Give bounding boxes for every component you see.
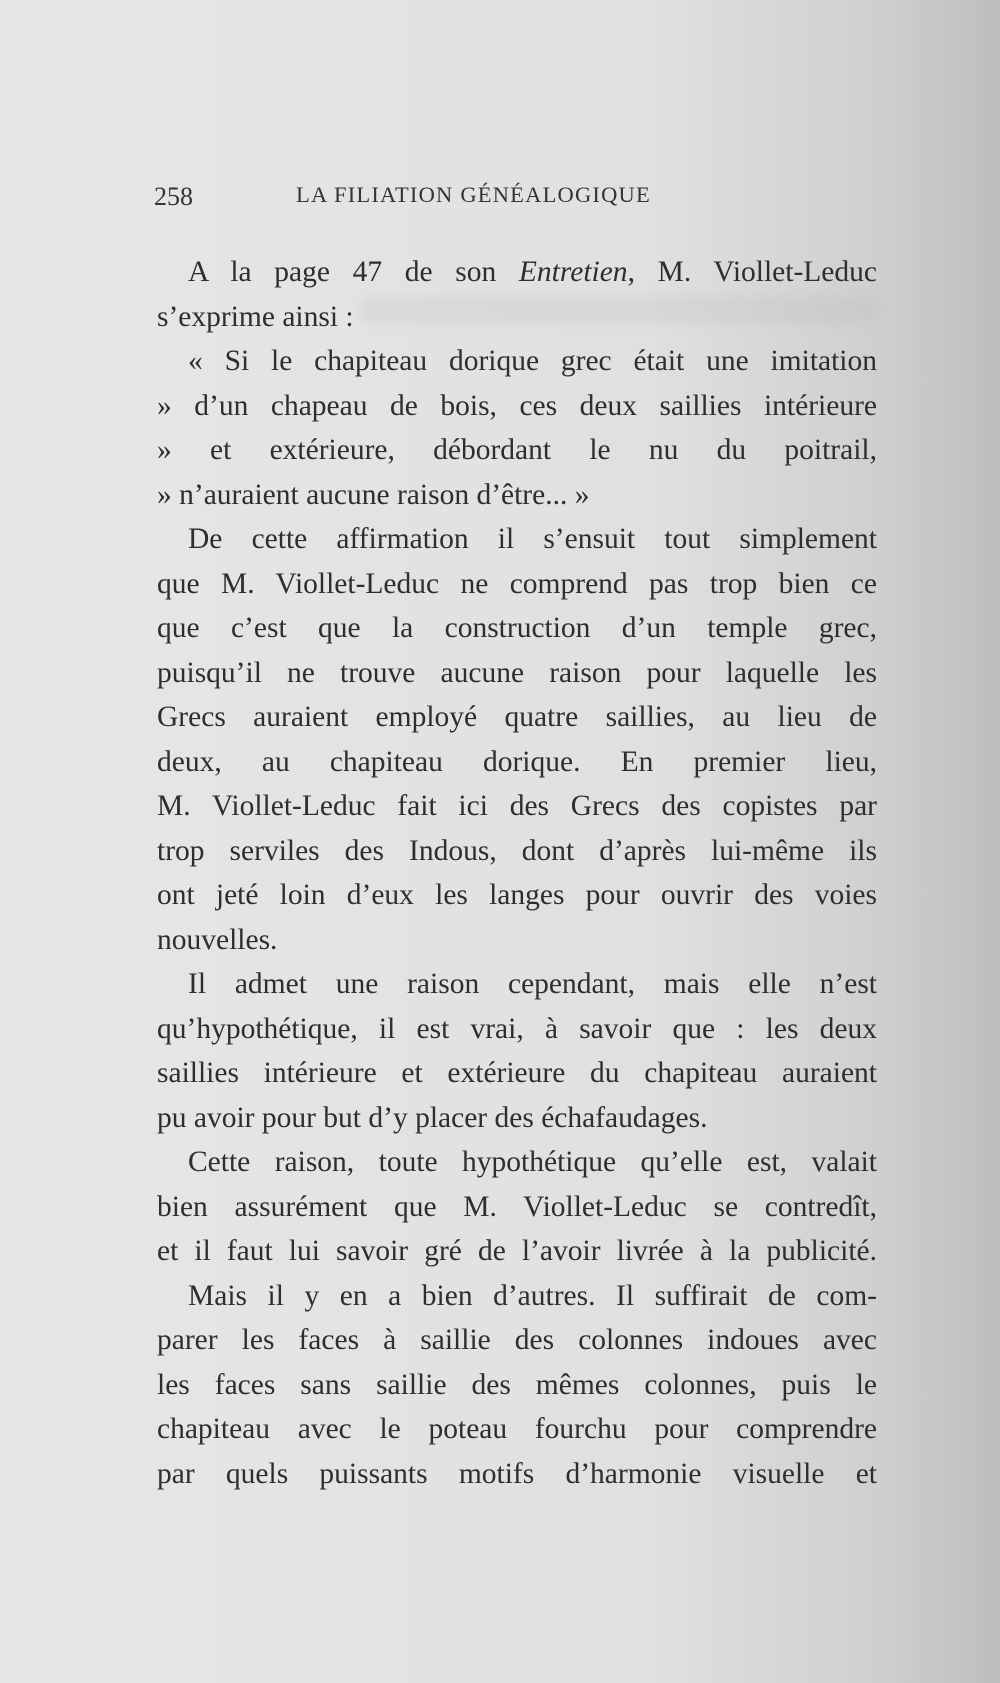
text-line: saillies intérieure et extérieure du chapiteau auraient <box>157 1057 877 1089</box>
text-line: que c’est que la construction d’un temple grec, <box>157 612 877 644</box>
page-header <box>154 182 719 216</box>
quote-line: » n’auraient aucune raison d’être... » <box>157 478 590 511</box>
running-title: LA FILIATION GÉNÉALOGIQUE <box>296 182 651 207</box>
quote-line: » d’un chapeau de bois, ces deux saillies intérieure <box>157 389 877 422</box>
quote-line: » et extérieure, débordant le nu du poitrail, <box>157 434 877 466</box>
text-line: Grecs auraient employé quatre saillies, au lieu de <box>157 701 877 733</box>
body-text <box>157 250 877 1496</box>
text-line: deux, au chapiteau dorique. En premier lieu, <box>157 745 877 778</box>
text-line: chapiteau avec le poteau fourchu pour comprendre <box>157 1413 877 1445</box>
text-line: par quels puissants motifs d’harmonie visuelle et <box>157 1457 877 1490</box>
quote-line: « Si le chapiteau dorique grec était une imitation <box>188 345 877 377</box>
text-line: que M. Viollet-Leduc ne comprend pas trop bien ce <box>157 567 877 600</box>
text-line: s’exprime ainsi : <box>157 300 354 333</box>
text-line: parer les faces à saillie des colonnes indoues avec <box>157 1324 877 1356</box>
text-line: puisqu’il ne trouve aucune raison pour laquelle les <box>157 656 877 689</box>
text-line: qu’hypothétique, il est vrai, à savoir que : les deux <box>157 1012 877 1045</box>
page-number: 258 <box>154 182 193 211</box>
book-title: Entretien <box>518 256 628 288</box>
text-line: Cette raison, toute hypothétique qu’elle est, valait <box>188 1146 877 1178</box>
text-line: bien assurément que M. Viollet-Leduc se contredît, <box>157 1190 877 1223</box>
text-line: pu avoir pour but d’y placer des échafaudages. <box>157 1101 708 1134</box>
text-line: nouvelles. <box>157 923 278 956</box>
text-line: Mais il y en a bien d’autres. Il suffirait de com- <box>188 1279 877 1312</box>
text-line: A la page 47 de son Entretien, M. Viollet-Leduc <box>188 256 877 288</box>
text-line: M. Viollet-Leduc fait ici des Grecs des copistes par <box>157 790 877 822</box>
text-line: De cette affirmation il s’ensuit tout simplement <box>188 523 877 555</box>
text-line: ont jeté loin d’eux les langes pour ouvrir des voies <box>157 879 877 911</box>
text-line: et il faut lui savoir gré de l’avoir livrée à la publicité. <box>157 1235 877 1267</box>
text-line: Il admet une raison cependant, mais elle n’est <box>188 968 877 1000</box>
text-line: trop serviles des Indous, dont d’après lui-même ils <box>157 834 877 867</box>
text-line: les faces sans saillie des mêmes colonnes, puis le <box>157 1368 877 1401</box>
